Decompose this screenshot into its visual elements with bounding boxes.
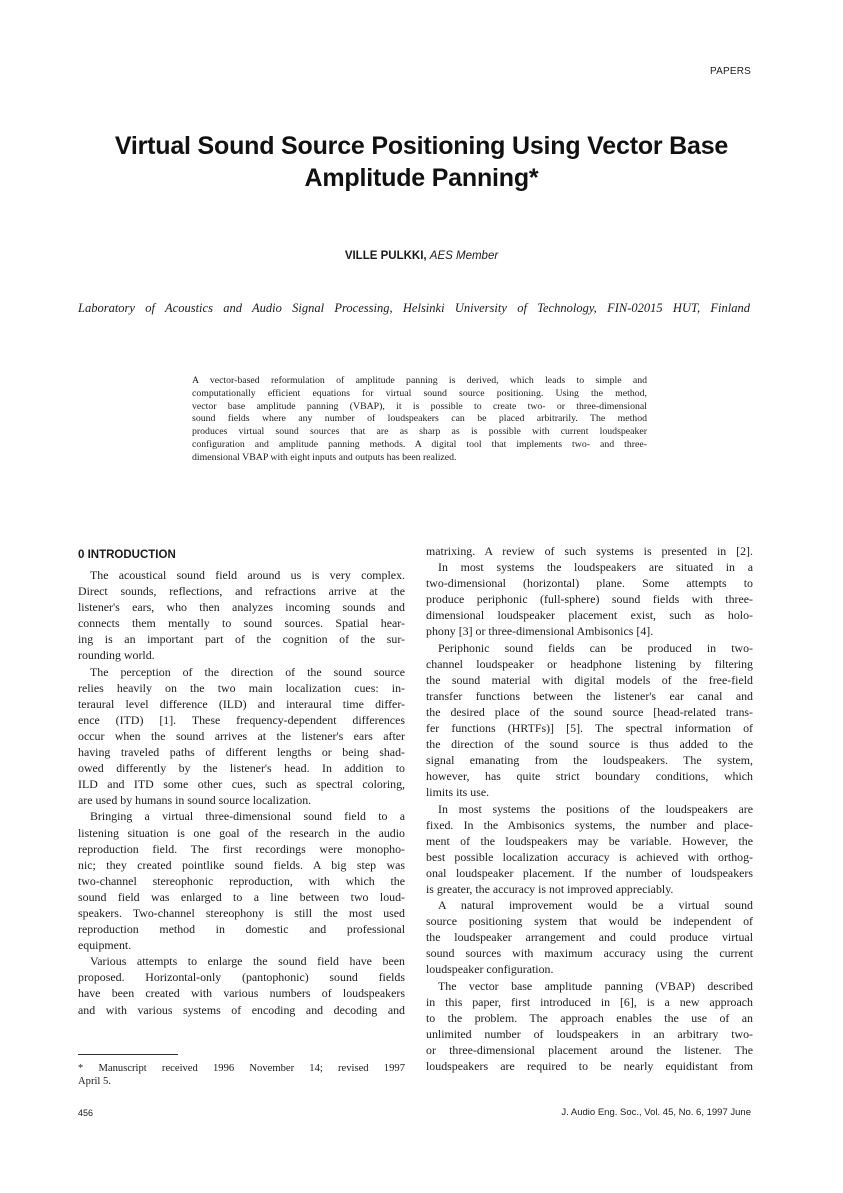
body-line: signal emanating from the loudspeakers. The system, bbox=[426, 753, 753, 768]
body-line: have been created with various numbers of loudspeakers bbox=[78, 986, 405, 1001]
body-line: occur when the sound arrives at the listener's ears after bbox=[78, 728, 405, 743]
body-line: loudspeaker configuration. bbox=[426, 962, 554, 977]
abstract-line: sound fields where any number of loudspeakers can be placed arbitrarily. The method bbox=[192, 413, 647, 425]
body-line: owed differently by the listener's head. In addition to bbox=[78, 761, 405, 776]
body-line: the desired place of the sound source [head-related trans- bbox=[426, 704, 753, 719]
body-column-right bbox=[426, 543, 753, 1074]
body-line: channel loudspeaker or headphone listening by filtering bbox=[426, 656, 753, 671]
body-line: loudspeakers are required to be nearly equidistant from bbox=[426, 1059, 753, 1073]
body-line: reproduction method in domestic and professional bbox=[78, 922, 405, 937]
body-line: connects them mentally to sound sources. Spatial hear- bbox=[78, 616, 405, 631]
body-line: sound sources with maximum accuracy using the current bbox=[426, 946, 753, 961]
abstract-line: configuration and amplitude panning methods. A digital tool that implements two- and three- bbox=[192, 438, 647, 450]
body-line: reproduction field. The first recordings were monopho- bbox=[78, 841, 405, 856]
body-line: in this paper, first introduced in [6], is a new approach bbox=[426, 994, 753, 1009]
author-membership: AES Member bbox=[429, 250, 499, 262]
body-line: the sound material with digital models of the free-field bbox=[426, 672, 753, 687]
body-line: the loudspeaker arrangement and could produce virtual bbox=[426, 930, 753, 945]
body-line: phony [3] or three-dimensional Ambisonics [4]. bbox=[426, 624, 654, 639]
body-line: sound field was enlarged to a line between two loud- bbox=[78, 889, 405, 904]
body-line: best possible localization accuracy is achieved with orthog- bbox=[426, 849, 753, 864]
body-line: ence (ITD) [1]. These frequency-dependent differences bbox=[78, 712, 405, 727]
body-column-left bbox=[78, 543, 405, 1018]
body-line: two-channel stereophonic reproduction, with which the bbox=[78, 873, 405, 888]
body-line: having traveled paths of different lengths or being shad- bbox=[78, 745, 405, 760]
body-line: Direct sounds, reflections, and refractions arrive at the bbox=[78, 584, 405, 599]
body-line: In most systems the loudspeakers are situated in a bbox=[438, 560, 753, 575]
body-line: listening situation is one goal of the research in the audio bbox=[78, 825, 405, 840]
abstract bbox=[192, 375, 647, 465]
body-line: source positioning system that would be independent of bbox=[426, 914, 753, 929]
abstract-line: A vector-based reformulation of amplitude panning is derived, which leads to simple and bbox=[192, 375, 647, 386]
footnote bbox=[78, 1062, 405, 1089]
author-affiliation: Laboratory of Acoustics and Audio Signal Processing, Helsinki University of Technology, FIN-02015 HUT, Finland bbox=[78, 301, 750, 315]
journal-info: J. Audio Eng. Soc., Vol. 45, No. 6, 1997 June bbox=[561, 1107, 751, 1118]
body-line: are used by humans in sound source localization. bbox=[78, 793, 312, 808]
body-line: to the problem. The approach enables the use of an bbox=[426, 1010, 753, 1025]
page-number: 456 bbox=[78, 1108, 94, 1118]
body-line: listener's ears, who then analyzes incoming sounds and bbox=[78, 600, 405, 615]
body-line: transfer functions between the listener's ear canal and bbox=[426, 688, 753, 703]
abstract-line: vector base amplitude panning (VBAP), it is possible to create two- or three-dimensional bbox=[192, 400, 647, 412]
body-line: ment of the loudspeakers may be variable. However, the bbox=[426, 833, 753, 848]
body-line: fixed. In the Ambisonics systems, the number and place- bbox=[426, 817, 753, 832]
body-line: onal loudspeaker placement. If the number of loudspeakers bbox=[426, 865, 753, 880]
paper-title-line-1: Virtual Sound Source Positioning Using Vector Base bbox=[114, 132, 729, 160]
abstract-line: dimensional VBAP with eight inputs and outputs has been realized. bbox=[192, 451, 457, 463]
section-heading: 0 INTRODUCTION bbox=[78, 549, 176, 561]
body-line: nic; they created pointlike sound fields. A big step was bbox=[78, 857, 405, 872]
paper-title bbox=[40, 130, 803, 194]
body-line: speakers. Two-channel stereophony is still the most used bbox=[78, 905, 405, 920]
body-line: matrixing. A review of such systems is presented in [2]. bbox=[426, 544, 753, 558]
body-line: the direction of the sound source is thus added to the bbox=[426, 737, 753, 752]
body-line: equipment. bbox=[78, 938, 132, 953]
body-line: The vector base amplitude panning (VBAP) described bbox=[438, 978, 753, 993]
abstract-line: produces virtual sound sources that are as sharp as is possible with current loudspeaker bbox=[192, 426, 647, 438]
footnote-line: * Manuscript received 1996 November 14; revised 1997 bbox=[78, 1063, 405, 1074]
body-line: is greater, the accuracy is not improved appreciably. bbox=[426, 881, 674, 896]
section-label: PAPERS bbox=[709, 66, 751, 77]
body-line: however, has quite strict boundary conditions, which bbox=[426, 769, 753, 784]
body-line: produce periphonic (full-sphere) sound fields with three- bbox=[426, 592, 753, 607]
body-line: Bringing a virtual three-dimensional sound field to a bbox=[90, 809, 405, 824]
body-line: The acoustical sound field around us is very complex. bbox=[90, 568, 405, 582]
body-line: or three-dimensional placement around the listener. The bbox=[426, 1042, 753, 1057]
body-line: dimensional loudspeaker placement exist, such as holo- bbox=[426, 608, 753, 623]
body-line: A natural improvement would be a virtual sound bbox=[438, 898, 753, 913]
body-line: two-dimensional (horizontal) plane. Some attempts to bbox=[426, 576, 753, 591]
author-name: VILLE PULKKI, bbox=[344, 250, 427, 262]
paper-title-line-2: Amplitude Panning* bbox=[304, 164, 539, 192]
footnote-line: April 5. bbox=[78, 1076, 111, 1088]
body-line: unlimited number of loudspeakers in an arbitrary two- bbox=[426, 1026, 753, 1041]
body-line: ing is an important part of the cognition of the sur- bbox=[78, 632, 405, 647]
body-line: fer functions (HRTFs)] [5]. The spectral information of bbox=[426, 721, 753, 736]
body-line: and with various systems of encoding and decoding and bbox=[78, 1002, 405, 1017]
body-line: proposed. Horizontal-only (pantophonic) sound fields bbox=[78, 970, 405, 985]
body-line: teraural level difference (ILD) and interaural time differ- bbox=[78, 696, 405, 711]
body-line: Various attempts to enlarge the sound field have been bbox=[90, 954, 405, 969]
body-line: rounding world. bbox=[78, 648, 155, 663]
body-line: Periphonic sound fields can be produced in two- bbox=[438, 640, 753, 655]
body-line: relies heavily on the two main localization cues: in- bbox=[78, 680, 405, 695]
author-line bbox=[0, 250, 843, 262]
body-line: The perception of the direction of the sound source bbox=[90, 664, 405, 679]
abstract-line: computationally efficient equations for virtual sound source positioning. Using the method, bbox=[192, 387, 647, 399]
body-line: limits its use. bbox=[426, 785, 490, 800]
footnote-rule bbox=[78, 1054, 178, 1055]
body-line: ILD and ITD some other cues, such as spectral coloring, bbox=[78, 777, 405, 792]
body-line: In most systems the positions of the loudspeakers are bbox=[438, 801, 753, 816]
